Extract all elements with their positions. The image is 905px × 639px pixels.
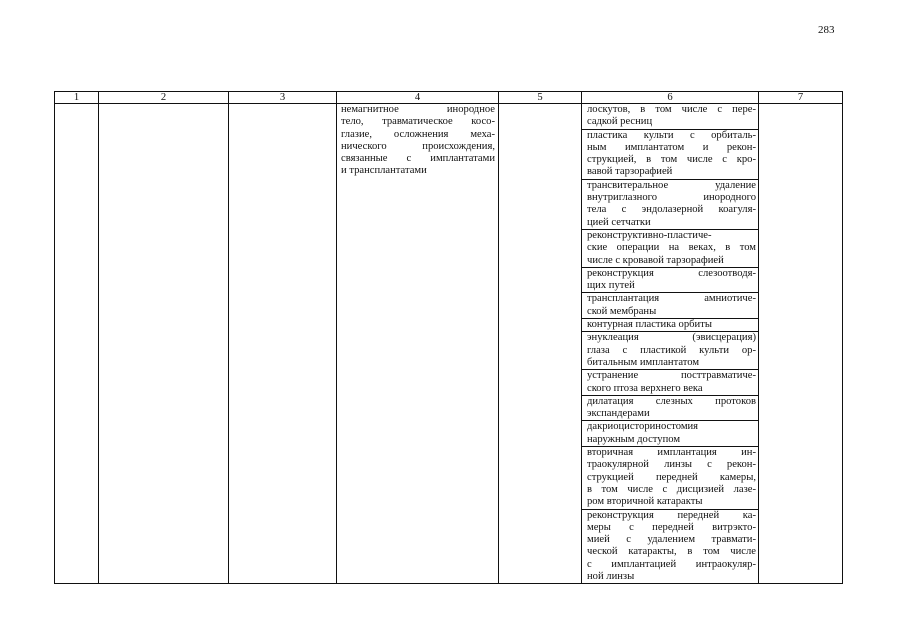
procedure-line: ным имплантатом и рекон- [587, 141, 756, 153]
procedure-line: ром вторичной катаракты [587, 496, 703, 508]
procedure-line: щих путей [587, 280, 635, 292]
procedure-line: лоскутов, в том числе с пере- [587, 104, 756, 115]
procedure-line: траокулярной линзы с рекон- [587, 459, 756, 471]
procedure-line: ские операции на веках, в том [587, 242, 756, 254]
procedure-line: садкой ресниц [587, 116, 653, 128]
header-col-5: 5 [499, 92, 582, 104]
procedure-item [582, 104, 758, 130]
table-row [55, 104, 843, 584]
procedure-line: битальным имплантатом [587, 356, 700, 368]
procedure-line: числе с кровавой тарзорафией [587, 254, 724, 266]
header-col-4: 4 [337, 92, 499, 104]
header-col-3: 3 [229, 92, 337, 104]
procedure-line: дакриоцисториностомия [587, 421, 699, 433]
diagnosis-line: связанные с имплантатами [341, 153, 495, 165]
procedure-line: трансплантация амниотиче- [587, 293, 756, 305]
cell-col-4 [337, 104, 499, 584]
header-col-7: 7 [759, 92, 843, 104]
diagnosis-line: нического происхождения, [341, 140, 495, 152]
procedure-item [582, 332, 758, 370]
procedure-line: трансвитеральное удаление [587, 179, 756, 191]
procedure-item [582, 319, 758, 332]
procedure-line: ной линзы [587, 570, 635, 582]
procedure-item [582, 510, 758, 584]
cell-col-6 [582, 104, 759, 584]
header-col-1: 1 [55, 92, 99, 104]
cell-col-5 [499, 104, 582, 584]
procedure-item [582, 230, 758, 268]
procedure-line: вторичная имплантация ин- [587, 447, 756, 459]
procedure-item [582, 370, 758, 396]
diagnosis-line: немагнитное инородное [341, 104, 495, 115]
cell-col-7 [759, 104, 843, 584]
procedures-table [54, 91, 843, 584]
diagnosis-line: и трансплантатами [341, 165, 427, 177]
diagnosis-line: тело, травматическое косо- [341, 116, 495, 128]
procedure-line: мией с удалением травмати- [587, 534, 756, 546]
procedure-line: вавой тарзорафией [587, 166, 673, 178]
procedure-item [582, 293, 758, 319]
procedure-line: в том числе с дисцизией лазе- [587, 483, 756, 495]
header-col-6: 6 [582, 92, 759, 104]
procedure-line: реконструкция передней ка- [587, 509, 756, 521]
procedure-line: устранение посттравматиче- [587, 370, 756, 382]
procedure-item [582, 268, 758, 294]
procedure-line: контурная пластика орбиты [587, 319, 712, 331]
procedure-line: меры с передней витрэкто- [587, 521, 756, 533]
procedure-line: реконструктивно-пластиче- [587, 229, 712, 241]
procedure-line: тела с эндолазерной коагуля- [587, 204, 756, 216]
cell-col-2 [99, 104, 229, 584]
cell-col-1 [55, 104, 99, 584]
procedure-line: дилатация слезных протоков [587, 395, 756, 407]
procedure-line: внутриглазного инородного [587, 192, 756, 204]
page-number: 283 [818, 24, 835, 36]
procedure-line: экспандерами [587, 408, 650, 420]
header-col-2: 2 [99, 92, 229, 104]
procedure-line: глаза с пластикой культи ор- [587, 344, 756, 356]
procedure-item [582, 396, 758, 422]
procedure-line: струкцией передней камеры, [587, 471, 756, 483]
procedure-line: энуклеация (эвисцерация) [587, 332, 756, 344]
procedure-item [582, 447, 758, 509]
procedure-line: ского птоза верхнего века [587, 382, 703, 394]
header-row [55, 92, 843, 104]
diagnosis-line: глазие, осложнения меха- [341, 128, 495, 140]
procedure-line: струкцией, в том числе с кро- [587, 154, 756, 166]
procedure-line: цией сетчатки [587, 216, 651, 228]
procedure-line: наружным доступом [587, 433, 681, 445]
procedure-line: ческой катаракты, в том числе [587, 546, 756, 558]
procedures-list [582, 104, 758, 583]
procedure-line: ской мембраны [587, 305, 657, 317]
procedure-item [582, 180, 758, 230]
diagnosis-text [337, 104, 498, 178]
procedure-line: пластика культи с орбиталь- [587, 129, 756, 141]
procedure-item [582, 421, 758, 447]
cell-col-3 [229, 104, 337, 584]
procedure-item [582, 130, 758, 180]
procedure-line: реконструкция слезоотводя- [587, 267, 756, 279]
procedure-line: с имплантацией интраокуляр- [587, 558, 756, 570]
